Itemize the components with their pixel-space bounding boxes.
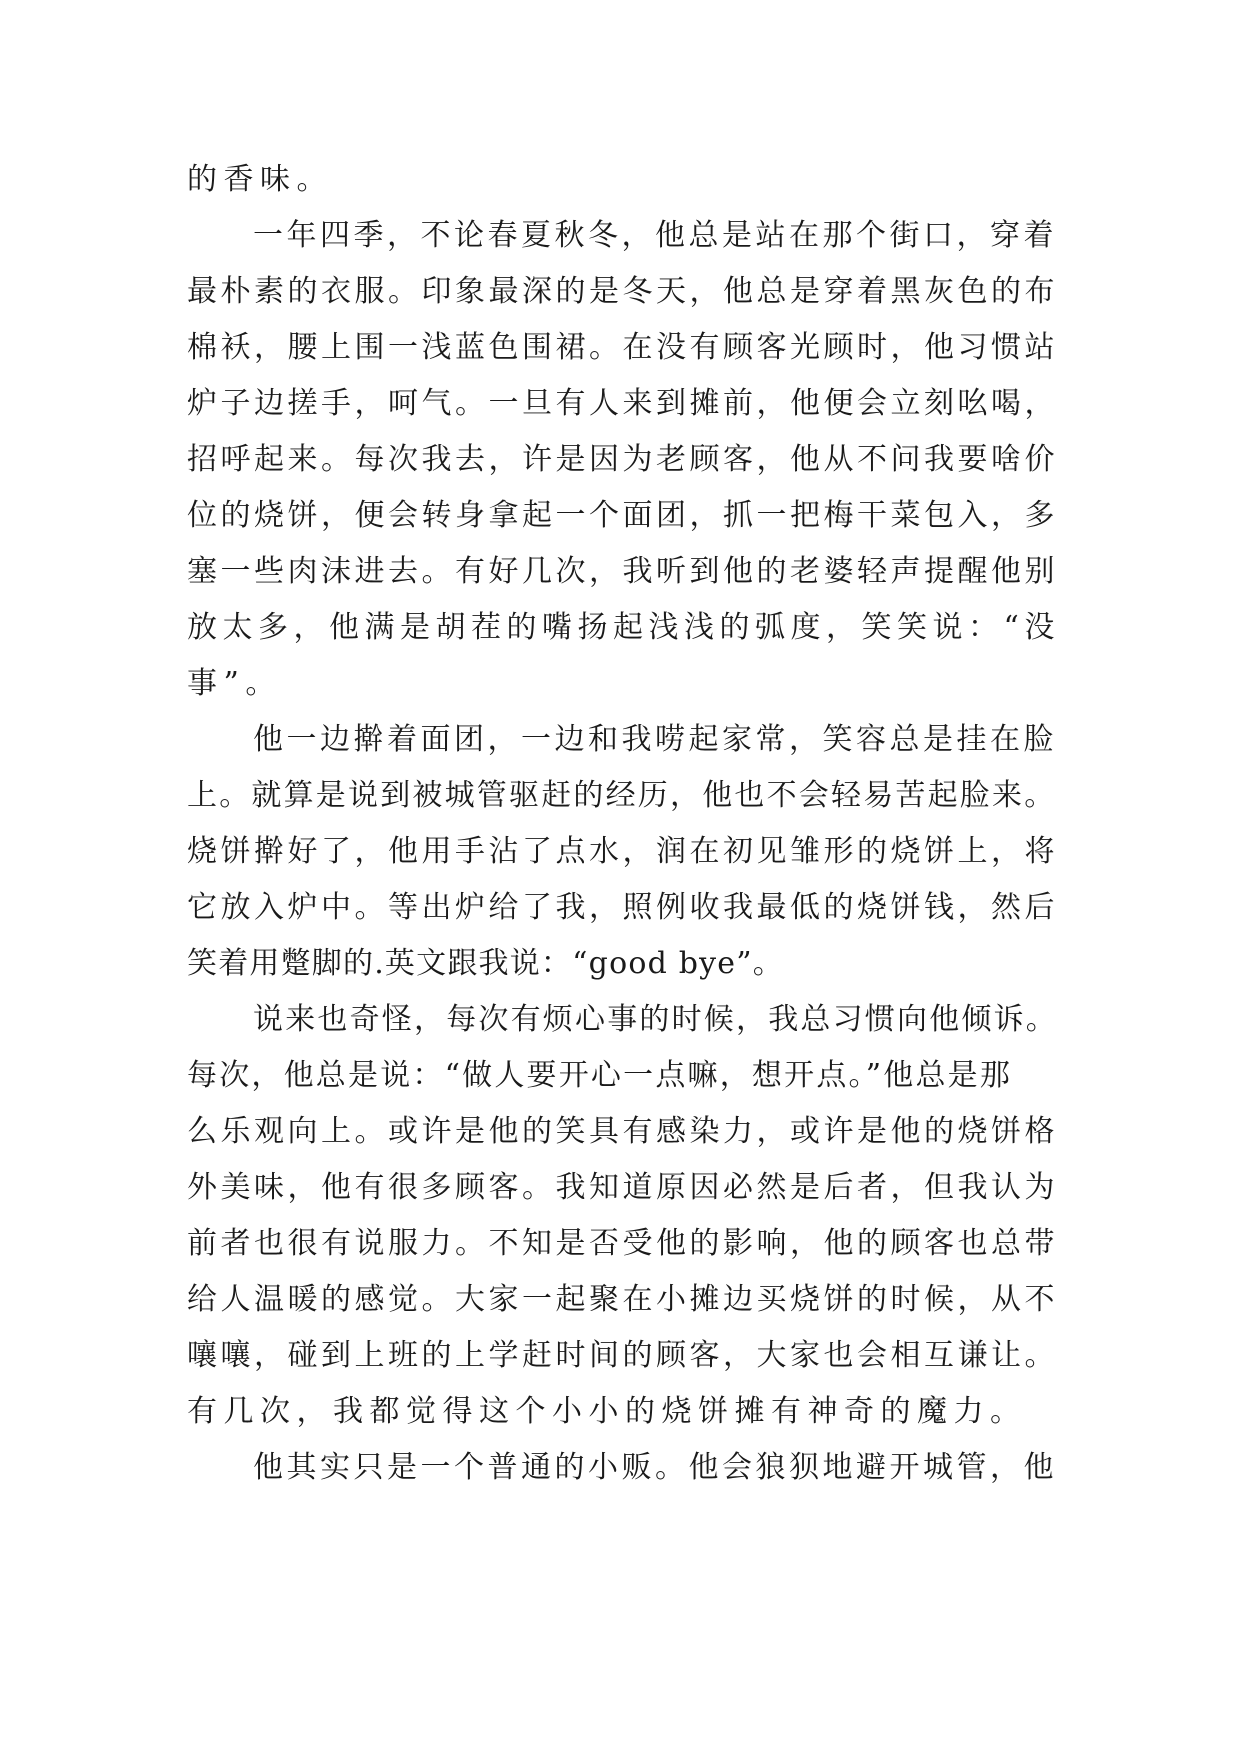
- paragraph-1: [187, 152, 1067, 208]
- text-line: 塞一些肉沫进去。有好几次，我听到他的老婆轻声提醒他别: [187, 554, 1058, 589]
- text-line: 他其实只是一个普通的小贩。他会狼狈地避开城管，他: [253, 1450, 1057, 1485]
- text-line: 说来也奇怪，每次有烦心事的时候，我总习惯向他倾诉。: [253, 1002, 1058, 1037]
- text-line: 一年四季，不论春夏秋冬，他总是站在那个街口，穿着: [253, 218, 1057, 253]
- text-line: 烧饼擀好了，他用手沾了点水，润在初见雏形的烧饼上，将: [187, 834, 1058, 869]
- text-line: 炉子边搓手，呵气。一旦有人来到摊前，他便会立刻吆喝，: [187, 386, 1058, 421]
- text-line: 最朴素的衣服。印象最深的是冬天，他总是穿着黑灰色的布: [187, 274, 1058, 309]
- text-line: 事”。: [187, 666, 282, 701]
- text-line: 外美味，他有很多顾客。我知道原因必然是后者，但我认为: [187, 1170, 1058, 1205]
- text-line: 每次，他总是说：“做人要开心一点嘛，想开点。”他总是那: [187, 1058, 1013, 1093]
- text-line: 么乐观向上。或许是他的笑具有感染力，或许是他的烧饼格: [187, 1114, 1058, 1149]
- paragraph-5: [187, 1440, 1067, 1496]
- text-line: 位的烧饼，便会转身拿起一个面团，抓一把梅干菜包入，多: [187, 498, 1058, 533]
- text-line: 他一边擀着面团，一边和我唠起家常，笑容总是挂在脸: [253, 722, 1057, 757]
- text-line: 招呼起来。每次我去，许是因为老顾客，他从不问我要啥价: [187, 442, 1058, 477]
- text-line: 上。就算是说到被城管驱赶的经历，他也不会轻易苦起脸来。: [187, 778, 1057, 813]
- text-line: 放太多，他满是胡茬的嘴扬起浅浅的弧度，笑笑说：“没: [187, 610, 1060, 645]
- text-line: 有几次，我都觉得这个小小的烧饼摊有神奇的魔力。: [187, 1394, 1027, 1429]
- text-line: 笑着用蹩脚的.英文跟我说：“good bye”。: [187, 946, 784, 981]
- text-line: 棉袄，腰上围一浅蓝色围裙。在没有顾客光顾时，他习惯站: [187, 330, 1058, 365]
- paragraph-3: [187, 712, 1067, 992]
- document-body: [187, 152, 1067, 1496]
- text-line: 给人温暖的感觉。大家一起聚在小摊边买烧饼的时候，从不: [187, 1282, 1058, 1317]
- text-line: 嚷嚷，碰到上班的上学赶时间的顾客，大家也会相互谦让。: [187, 1338, 1058, 1373]
- paragraph-4: [187, 992, 1067, 1440]
- text-line: 的香味。: [187, 162, 333, 197]
- text-line: 它放入炉中。等出炉给了我，照例收我最低的烧饼钱，然后: [187, 890, 1058, 925]
- text-line: 前者也很有说服力。不知是否受他的影响，他的顾客也总带: [187, 1226, 1058, 1261]
- paragraph-2: [187, 208, 1067, 712]
